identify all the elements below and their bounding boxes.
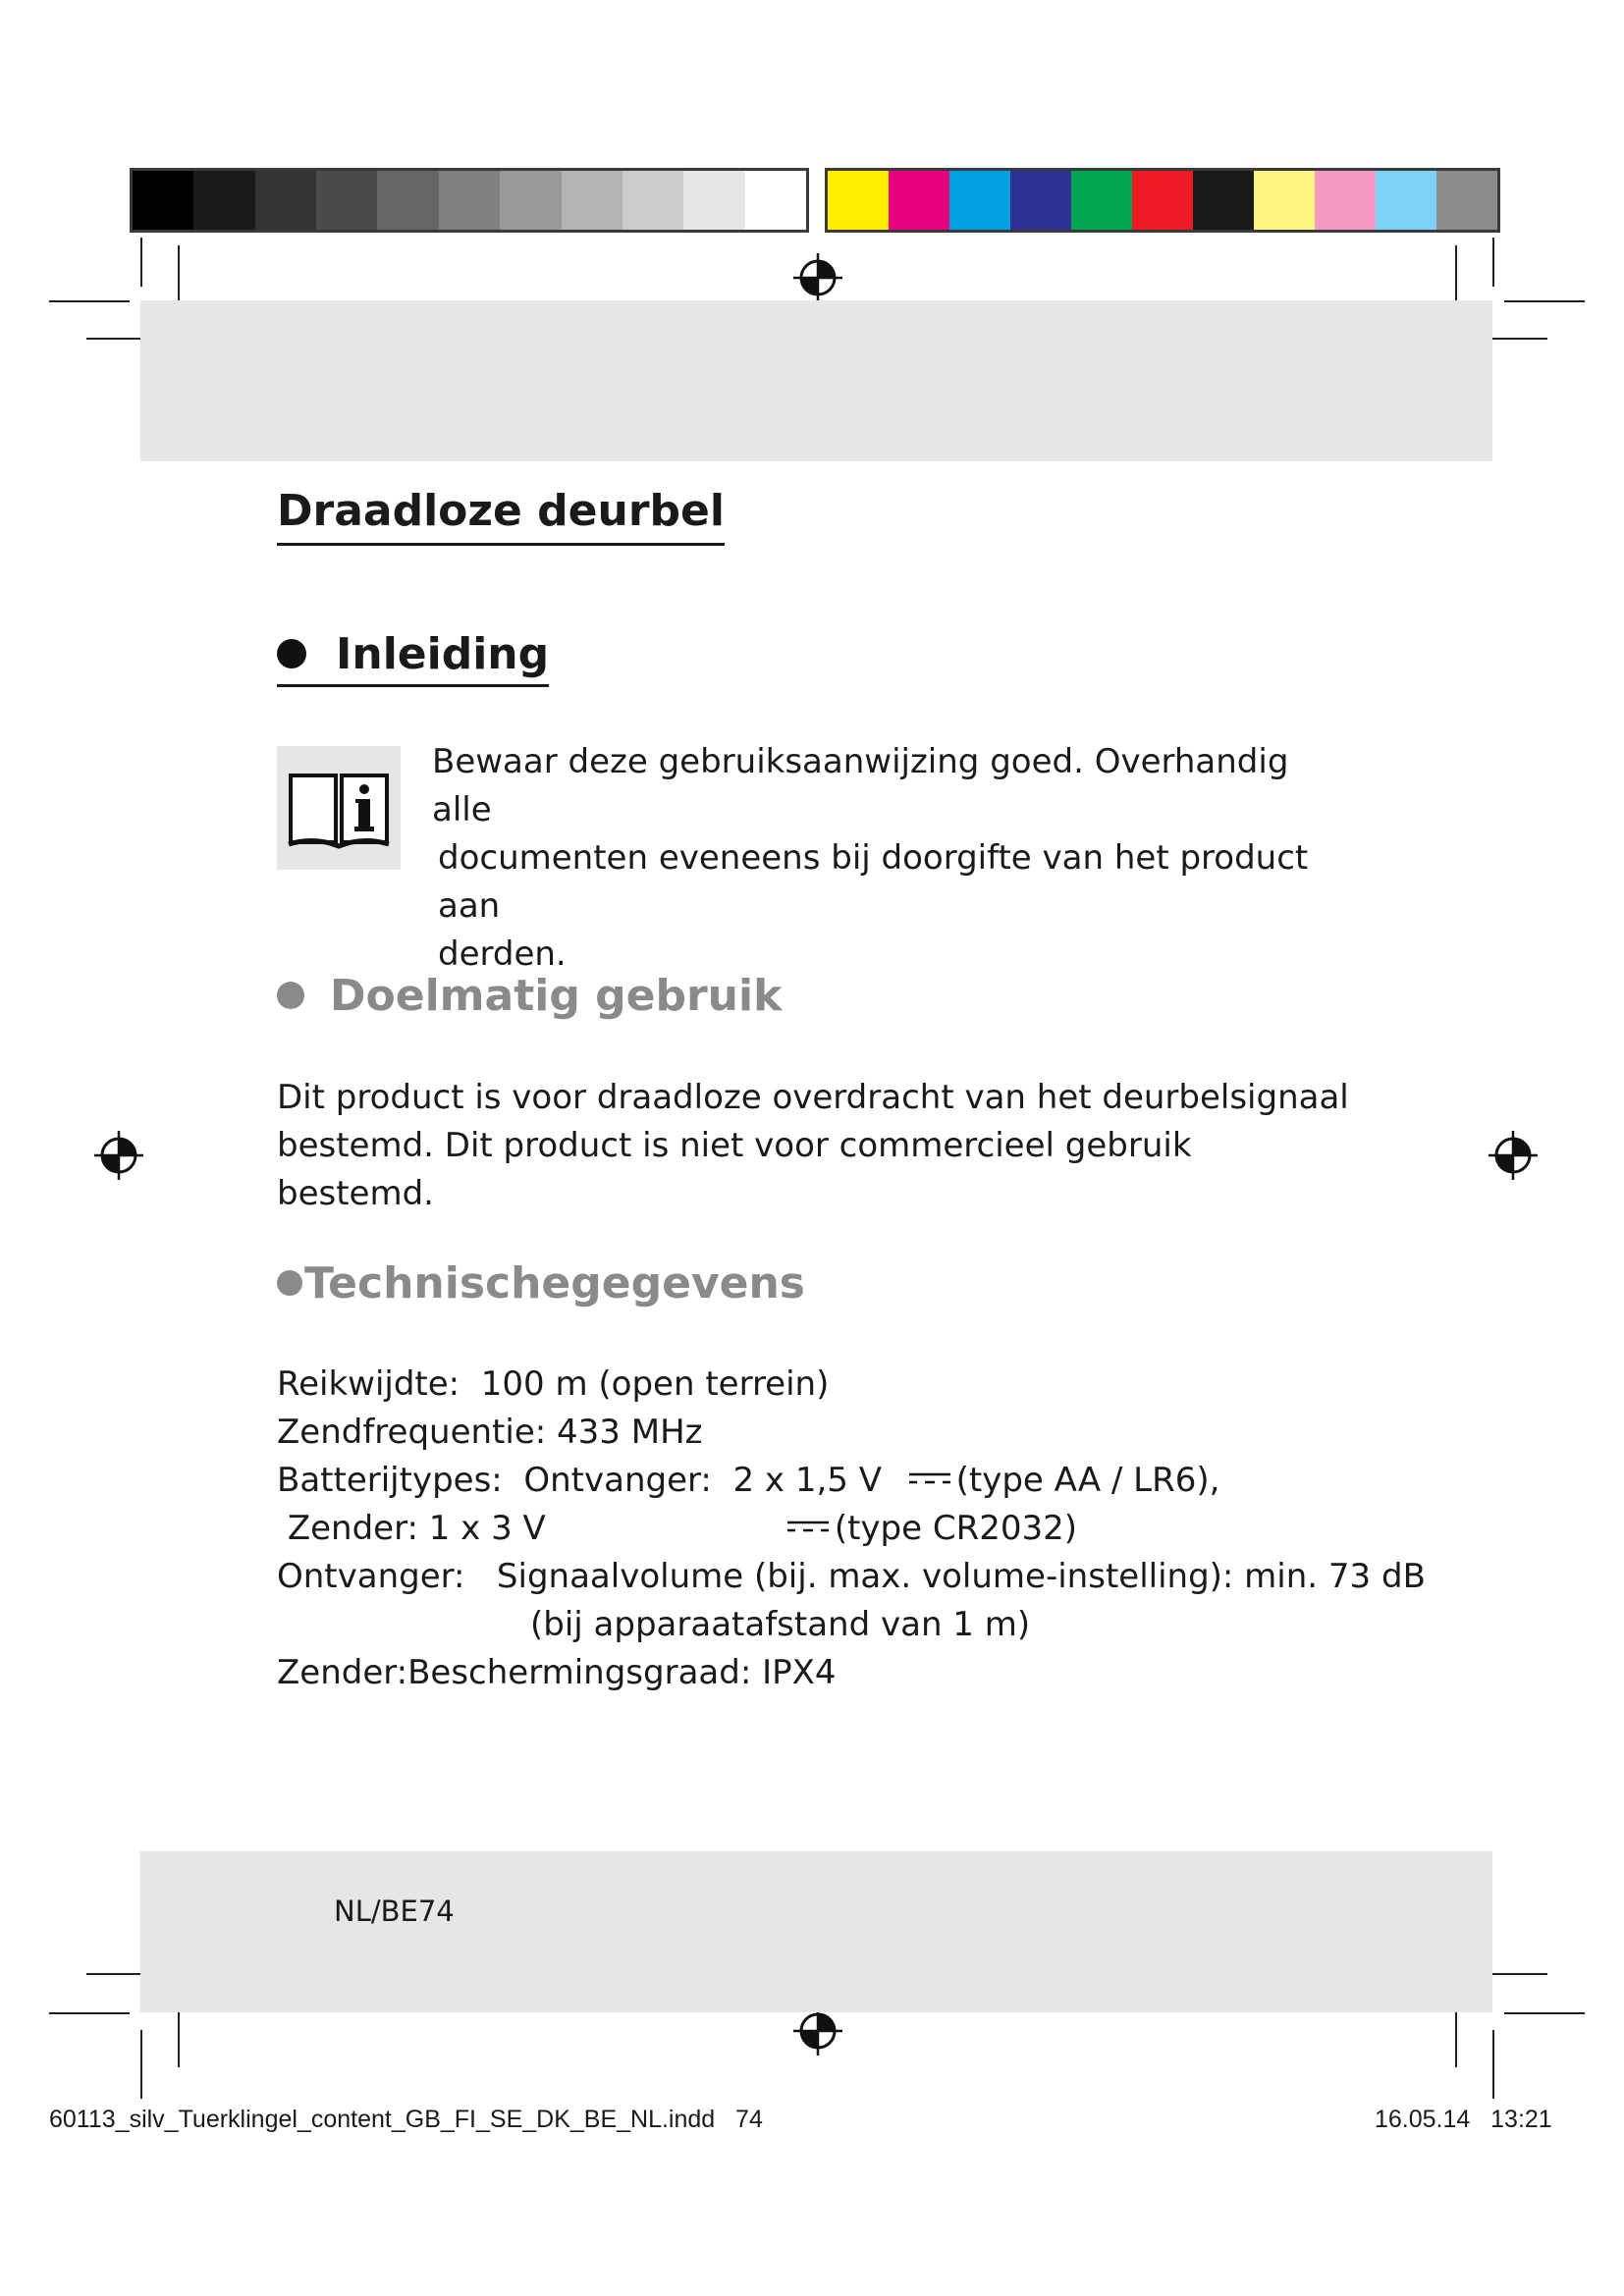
spec-volume [277,1553,1426,1601]
bullet-icon [277,1270,302,1296]
gray-swatch [745,171,806,230]
tech-specs [277,1361,1426,1697]
gray-swatch [255,171,316,230]
receiver-battery-type: (type AA / LR6), [955,1461,1220,1500]
battery-label: Batterijtypes: [277,1461,503,1500]
gray-swatch [623,171,683,230]
spec-battery-sender [277,1505,1396,1553]
spec-battery-receiver [277,1457,1396,1505]
bullet-icon [277,982,304,1009]
spec-range [277,1361,1396,1409]
spec-protection [277,1649,1396,1697]
gray-swatch [683,171,744,230]
dc-symbol-icon [785,1517,831,1536]
color-swatch [1193,171,1254,230]
section-heading-intro [277,630,549,687]
color-swatch [889,171,949,230]
gray-swatch [562,171,623,230]
crop-mark [1504,300,1585,302]
range-value: 100 m (open terrein) [480,1364,830,1404]
gray-swatch [316,171,377,230]
use-paragraph [277,1074,1357,1218]
color-swatch [828,171,889,230]
color-swatch [1071,171,1132,230]
tech-heading-label: Technischegegevens [304,1258,805,1308]
receiver-battery: 2 x 1,5 V [732,1461,882,1500]
section-heading-use [277,972,782,1022]
gray-swatch [133,171,193,230]
crop-mark [1504,2012,1585,2014]
volume-label: Ontvanger: [277,1557,465,1596]
registration-mark-icon [793,2006,842,2056]
section-heading-tech [277,1259,805,1309]
gray-swatch [377,171,438,230]
intro-paragraph [432,738,1316,979]
crop-mark [49,300,130,302]
use-heading-label: Doelmatig gebruik [330,971,783,1021]
grayscale-color-bar [130,168,809,233]
spec-volume-note [277,1601,1396,1649]
color-swatch [1376,171,1436,230]
use-line: Dit product is voor draadloze overdracht van het deurbelsignaal [277,1078,1349,1117]
color-swatch [949,171,1010,230]
bullet-icon [277,639,306,668]
sender-battery-type: (type CR2032) [834,1509,1077,1548]
registration-mark-icon [793,253,842,302]
color-swatch [1254,171,1315,230]
footer-filename: 60113_silv_Tuerklingel_content_GB_FI_SE_DK_BE_NL.indd 74 [49,2106,763,2133]
sender-battery: 1 x 3 V [428,1509,546,1548]
intro-line: derden. [438,934,567,974]
volume-note: (bij apparaatafstand van 1 m) [530,1605,1031,1644]
crop-mark [140,238,142,287]
crop-mark [49,2012,130,2014]
color-swatch [1132,171,1193,230]
color-swatch [1315,171,1376,230]
intro-heading-label: Inleiding [336,629,550,679]
header-band [140,300,1492,461]
info-book-icon [277,746,401,870]
crop-mark [1492,2030,1494,2099]
color-swatch [1010,171,1071,230]
receiver-label: Ontvanger: [523,1461,712,1500]
sender-label: Zender: [287,1509,418,1548]
gray-swatch [193,171,254,230]
intro-line: Bewaar deze gebruiksaanwijzing goed. Overhandig alle [432,742,1289,829]
spec-frequency [277,1409,1396,1457]
registration-mark-icon [1489,1131,1538,1180]
crop-mark [140,2030,142,2099]
registration-mark-icon [94,1131,143,1180]
page-title: Draadloze deurbel [277,487,725,546]
freq-label: Zendfrequentie: [277,1413,547,1452]
page-number: NL/BE74 [334,1895,455,1928]
dc-symbol-icon [907,1468,952,1488]
footer-date: 16.05.14 13:21 [1375,2106,1552,2133]
volume-value: Signaalvolume (bij. max. volume-instelling): min. 73 dB [496,1557,1426,1596]
gray-swatch [500,171,561,230]
crop-mark [1492,238,1494,287]
freq-value: 433 MHz [557,1413,703,1452]
process-color-bar [825,168,1500,233]
intro-line: documenten eveneens bij doorgifte van het product aan [438,838,1309,926]
range-label: Reikwijdte: [277,1364,460,1404]
protection-value: Zender:Beschermingsgraad: IPX4 [277,1653,837,1692]
footer-band [140,1851,1492,2012]
gray-swatch [439,171,500,230]
use-line: bestemd. Dit product is niet voor commercieel gebruik bestemd. [277,1126,1192,1213]
color-swatch [1436,171,1497,230]
